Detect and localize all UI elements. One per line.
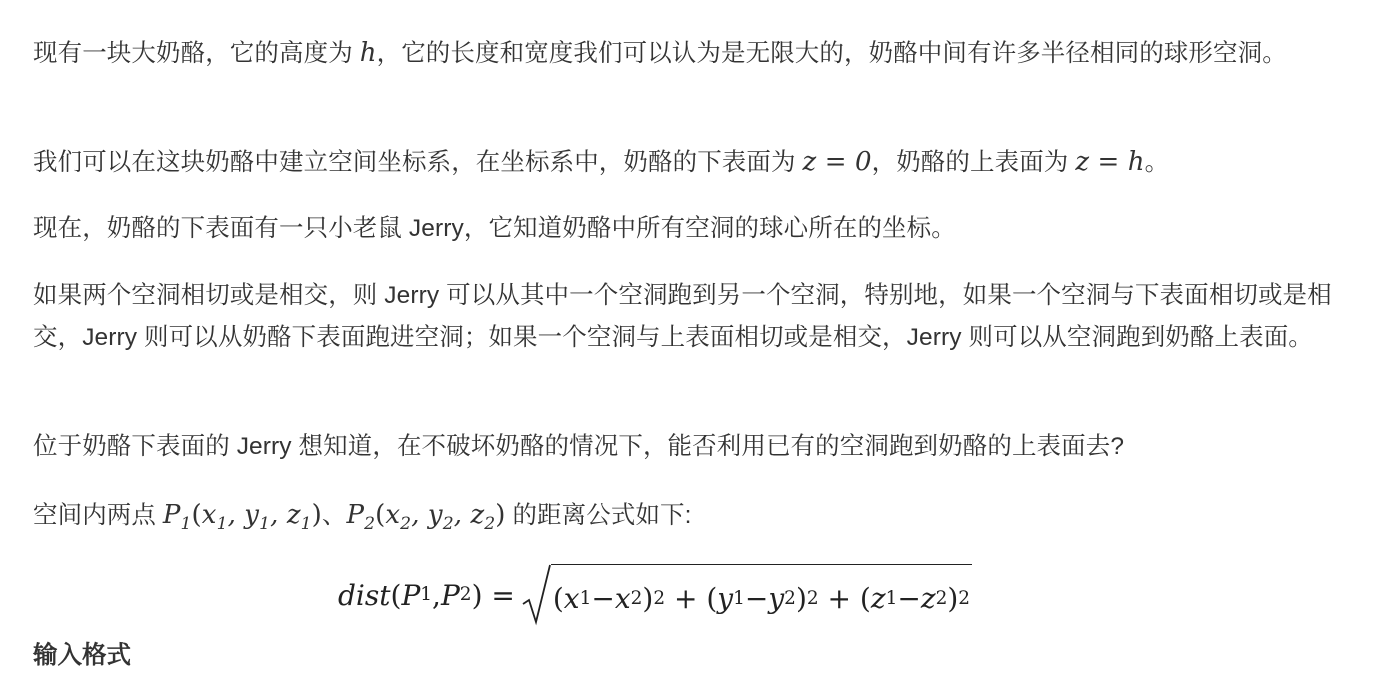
paragraph-cheese-description: 现有一块大奶酪，它的高度为 h，它的长度和宽度我们可以认为是无限大的，奶酪中间有许多半径相同的球形空洞。: [33, 38, 1287, 68]
paragraph-distance-intro: 空间内两点 $P_1(x_1$, $y_1$, $z_1$)、$P_2(x_2$, $y_2$, $z_2$) 的距离公式如下:: [33, 500, 692, 535]
paragraph-hole-rules: 如果两个空洞相切或是相交，则 Jerry 可以从其中一个空洞跑到另一个空洞，特别地，如果一个空洞与下表面相切或是相交，Jerry 则可以从奶酪下表面跑进空洞；如果一个空洞与上表面相切或是相交，Jerry 则可以从空洞跑到奶酪上表面。: [33, 282, 1332, 351]
var-h: h: [359, 38, 377, 68]
equation-z-h: z = h: [1075, 147, 1145, 177]
formula-radicand: ( x 1 − x 2 ) 2 + ( y 1 − y 2 ) 2 + ( z 1 − z 2 ) 2: [551, 564, 972, 626]
paragraph-jerry-intro: 现在，奶酪的下表面有一只小老鼠 Jerry，它知道奶酪中所有空洞的球心所在的坐标。: [33, 215, 956, 242]
radical-sign-icon: [521, 564, 551, 626]
paragraph-coordinate-system: 我们可以在这块奶酪中建立空间坐标系，在坐标系中，奶酪的下表面为 z = 0，奶酪的上表面为 z = h。: [33, 147, 1170, 177]
distance-formula: dist ( P 1 , P 2 ) = ( x 1 − x 2 ) 2 + ( y 1 − y 2 ) 2 + ( z 1 − z 2 ) 2: [338, 562, 972, 628]
paragraph-question: 位于奶酪下表面的 Jerry 想知道，在不破坏奶酪的情况下，能否利用已有的空洞跑到奶酪的上表面去?: [33, 433, 1125, 460]
point-p2: $P_2(x_2$, $y_2$, $z_2$): [346, 500, 506, 535]
next-section-heading: 输入格式: [33, 642, 131, 669]
square-root: [521, 564, 972, 626]
equation-z-zero: z = 0: [802, 147, 872, 177]
formula-lhs: dist: [338, 578, 391, 612]
point-p1: $P_1(x_1$, $y_1$, $z_1$): [162, 500, 322, 535]
